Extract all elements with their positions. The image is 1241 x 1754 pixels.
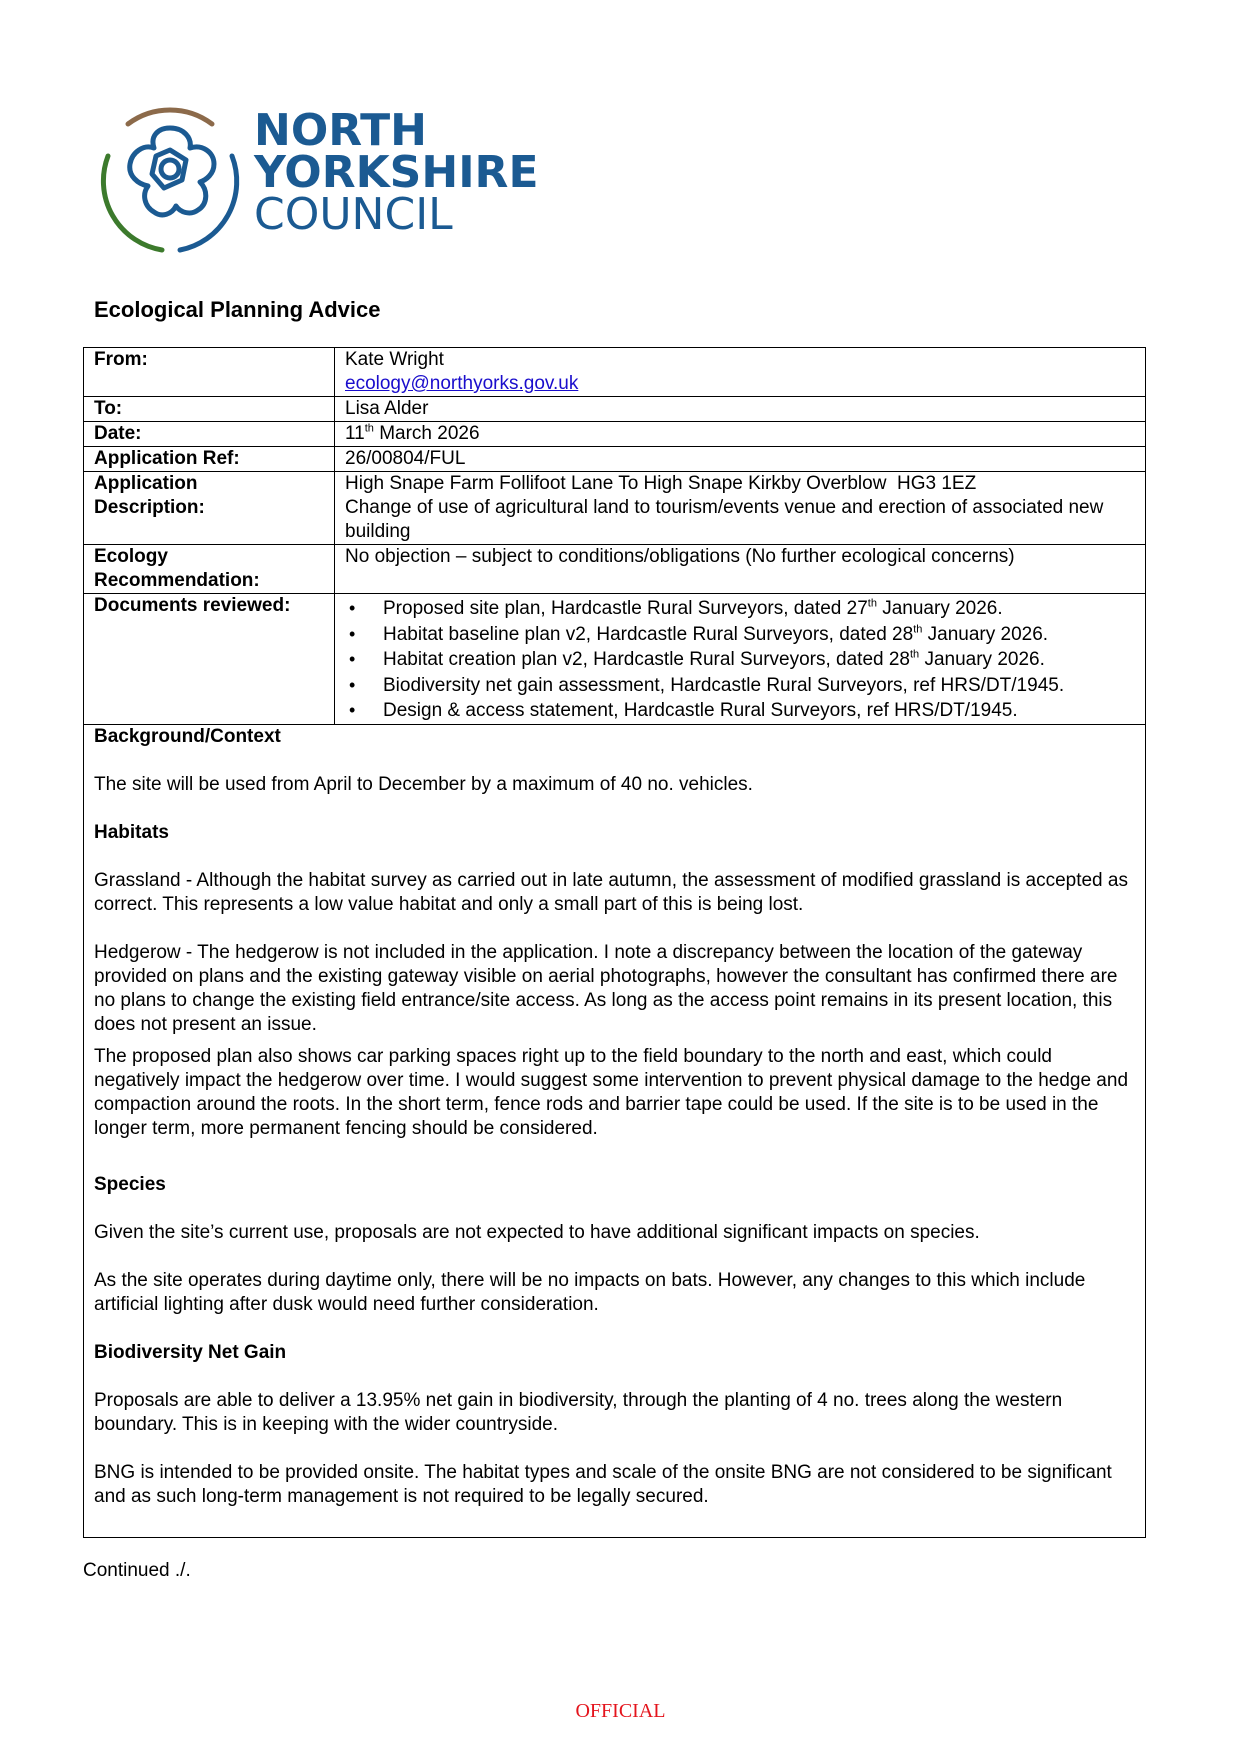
document-item: • Design & access statement, Hardcastle Rural Surveyors, ref HRS/DT/1945. xyxy=(383,698,1135,724)
page-title: Ecological Planning Advice xyxy=(94,297,381,322)
advice-table xyxy=(83,347,1146,1538)
bng-text-2: BNG is intended to be provided onsite. The habitat types and scale of the onsite BNG are not considered to be significant and as such long-term management is not required to be legally secured. xyxy=(94,1461,1112,1507)
to-value: Lisa Alder xyxy=(335,397,1146,422)
from-name: Kate Wright xyxy=(345,349,444,370)
row-application-description xyxy=(84,472,1146,545)
row-documents-reviewed xyxy=(84,594,1146,725)
document-item: • Habitat baseline plan v2, Hardcastle Rural Surveyors, dated 28th January 2026. xyxy=(383,622,1135,648)
species-text-2: As the site operates during daytime only, there will be no impacts on bats. However, any changes to this which include artificial lighting after dusk would need further consideration. xyxy=(94,1269,1086,1315)
documents-list xyxy=(345,596,1135,724)
row-from xyxy=(84,348,1146,397)
desc-address: High Snape Farm Follifoot Lane To High Snape Kirkby Overblow HG3 1EZ xyxy=(345,473,977,494)
bng-text-1: Proposals are able to deliver a 13.95% net gain in biodiversity, through the planting of 4 no. trees along the western boundary. This is in keeping with the wider countryside. xyxy=(94,1389,1063,1435)
row-to xyxy=(84,397,1146,422)
logo-line-yorkshire: YORKSHIRE xyxy=(254,147,539,198)
grassland-text: Grassland - Although the habitat survey as carried out in late autumn, the assessment of modified grassland is accepted as correct. This represents a low value habitat and only a small part of this is being lost. xyxy=(94,869,1128,915)
to-label: To: xyxy=(84,397,335,422)
from-value xyxy=(335,348,1146,397)
background-text: The site will be used from April to December by a maximum of 40 no. vehicles. xyxy=(94,773,753,795)
parking-text: The proposed plan also shows car parking spaces right up to the field boundary to the north and east, which could negatively impact the hedgerow over time. I would suggest some intervention to prevent physical damage to the hedge and compaction around the roots. In the short term, fence rods and barrier tape could be used. If the site is to be used in the longer term, more permanent fencing should be considered. xyxy=(94,1045,1129,1139)
docs-value xyxy=(335,594,1146,725)
logo-line-council: COUNCIL xyxy=(254,189,453,240)
desc-label-line1: Application xyxy=(94,473,198,494)
rec-label xyxy=(84,545,335,594)
desc-label xyxy=(84,472,335,545)
date-value xyxy=(335,422,1146,447)
rec-label-line2: Recommendation: xyxy=(94,570,260,591)
logo-line-north: NORTH xyxy=(254,105,427,156)
row-body xyxy=(84,724,1146,1537)
ref-label: Application Ref: xyxy=(84,447,335,472)
hedgerow-text: Hedgerow - The hedgerow is not included in the application. I note a discrepancy between the location of the gateway provided on plans and the existing gateway visible on aerial photographs, however the consultant has confirmed there are no plans to change the existing field entrance/site access. As long as the access point remains in its present location, this does not present an issue. xyxy=(94,941,1118,1035)
desc-label-line2: Description: xyxy=(94,497,205,518)
date-day: 11 xyxy=(345,423,365,444)
row-application-ref xyxy=(84,447,1146,472)
background-heading: Background/Context xyxy=(94,725,281,747)
document-item: • Proposed site plan, Hardcastle Rural Surveyors, dated 27th January 2026. xyxy=(383,596,1135,622)
row-date xyxy=(84,422,1146,447)
desc-proposal: Change of use of agricultural land to tourism/events venue and erection of associated new building xyxy=(345,497,1104,542)
council-name xyxy=(254,105,539,240)
date-month-year: March 2026 xyxy=(373,423,480,444)
continued-note: Continued ./. xyxy=(83,1560,191,1581)
docs-label: Documents reviewed: xyxy=(84,594,335,725)
row-ecology-recommendation xyxy=(84,545,1146,594)
species-text-1: Given the site’s current use, proposals are not expected to have additional significant impacts on species. xyxy=(94,1221,980,1243)
email-link[interactable]: ecology@northyorks.gov.uk xyxy=(345,373,579,394)
council-logo xyxy=(100,106,540,256)
habitats-heading: Habitats xyxy=(94,821,169,843)
species-heading: Species xyxy=(94,1173,166,1195)
rec-value: No objection – subject to conditions/obligations (No further ecological concerns) xyxy=(335,545,1146,594)
desc-value xyxy=(335,472,1146,545)
advice-body xyxy=(84,724,1146,1537)
yorkshire-rose-emblem-icon xyxy=(100,106,250,256)
bng-heading: Biodiversity Net Gain xyxy=(94,1341,287,1363)
document-item: • Habitat creation plan v2, Hardcastle Rural Surveyors, dated 28th January 2026. xyxy=(383,647,1135,673)
date-label: Date: xyxy=(84,422,335,447)
document-item: • Biodiversity net gain assessment, Hardcastle Rural Surveyors, ref HRS/DT/1945. xyxy=(383,673,1135,699)
classification-label: OFFICIAL xyxy=(575,1700,666,1722)
from-label: From: xyxy=(84,348,335,397)
ref-value: 26/00804/FUL xyxy=(335,447,1146,472)
date-suffix: th xyxy=(364,422,374,435)
rec-label-line1: Ecology xyxy=(94,546,168,567)
